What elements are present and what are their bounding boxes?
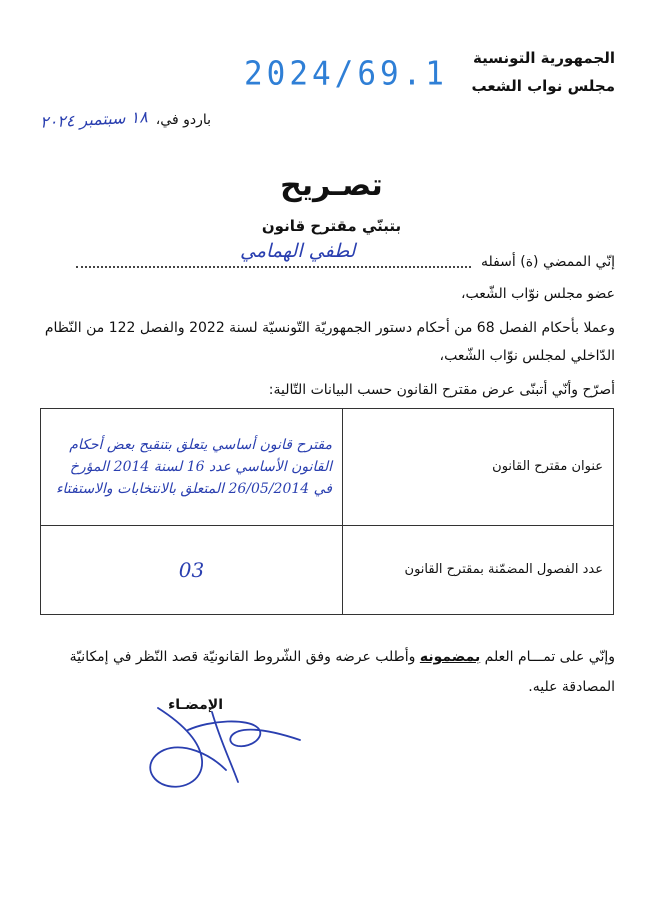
declarant-intro: إنّي الممضي (ة) أسفله xyxy=(480,254,615,270)
articles-count-cell xyxy=(41,525,343,614)
closing-paragraph xyxy=(35,642,615,702)
place-label: باردو في، xyxy=(155,112,211,128)
parliament-name: مجلس نواب الشعب xyxy=(471,77,615,95)
document-title: تصـريح xyxy=(280,168,383,203)
bill-title-cell xyxy=(41,409,343,526)
closing-emphasis: بمضمونه xyxy=(419,649,481,665)
handwritten-name: لطفي الهمامي xyxy=(240,240,356,262)
reference-stamp: 2024/69.1 xyxy=(244,55,448,93)
handwritten-articles-count: 03 xyxy=(178,557,205,582)
statement-line: أصرّح وأنّي أتبنّى عرض مقترح القانون حسب البيانات التّالية: xyxy=(268,382,615,398)
signature-label: الإمضـاء xyxy=(168,697,223,713)
closing-text-end: وأطلب عرضه وفق الشّروط القانونيّة قصد النّظر في إمكانيّة المصادقة عليه. xyxy=(69,649,615,695)
closing-text-start: وإنّي على تمـــام العلم xyxy=(480,649,615,665)
bill-info-table xyxy=(40,408,614,615)
document-subtitle: بتبنّي مقترح قانون xyxy=(261,217,402,235)
republic-name: الجمهورية التونسية xyxy=(473,49,615,67)
letterhead xyxy=(471,44,615,100)
legal-basis-paragraph: وعملا بأحكام الفصل 68 من أحكام دستور الجمهوريّة التّونسيّة لسنة 2022 والفصل 122 من النّظام الدّاخلي لمجلس نوّاب الشّعب، xyxy=(44,320,615,364)
handwritten-signature xyxy=(140,700,310,800)
table-row xyxy=(41,409,614,526)
bill-title-label: عنوان مقترح القانون xyxy=(343,409,614,526)
articles-count-label: عدد الفصول المضمّنة بمقترح القانون xyxy=(343,525,614,614)
handwritten-bill-title: مقترح قانون أساسي يتعلق بتنقيح بعض أحكام القانون الأساسي عدد 16 لسنة 2014 المؤرخ في 26/05/2014 المتعلق بالانتخابات والاستفتاء xyxy=(55,436,332,497)
member-line: عضو مجلس نوّاب الشّعب، xyxy=(461,286,615,302)
table-row xyxy=(41,525,614,614)
handwritten-date: ١٨ سبتمبر ٢٠٢٤ xyxy=(39,107,149,132)
